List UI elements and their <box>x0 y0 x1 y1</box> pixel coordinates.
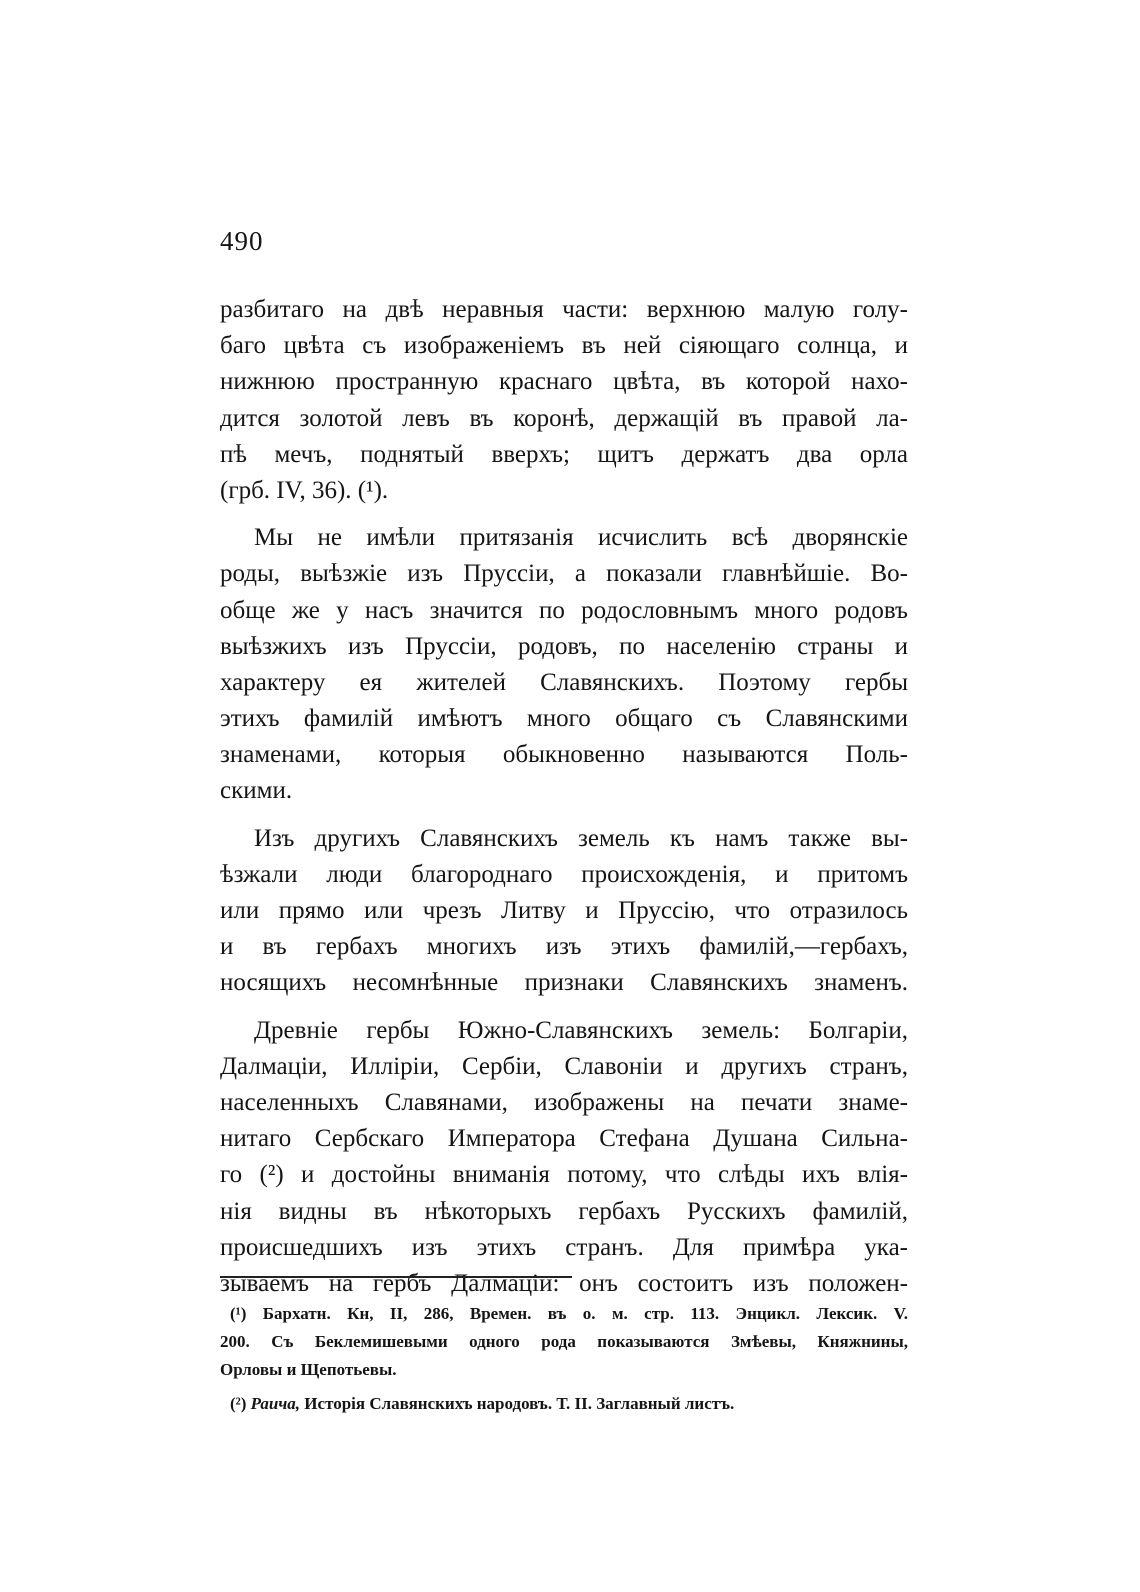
text-line: населенныхъ Славянами, изображены на печати знаме- <box>220 1088 908 1116</box>
text-line: нижнюю пространную краснаго цвѣта, въ которой нахо- <box>220 368 908 396</box>
text-line: нія видны въ нѣкоторыхъ гербахъ Русскихъ фамилій, <box>220 1197 908 1225</box>
text-line: происшедшихъ изъ этихъ странъ. Для примѣра ука- <box>220 1233 908 1261</box>
text-line: го (²) и достойны вниманія потому, что слѣды ихъ влія- <box>220 1161 908 1189</box>
text-line: этихъ фамилій имѣютъ много общаго съ Славянскими <box>220 705 908 733</box>
paragraph-2 <box>220 520 908 810</box>
paragraph-1 <box>220 292 908 509</box>
text-line: Изъ другихъ Славянскихъ земель къ намъ также вы- <box>254 824 908 852</box>
text-line: пѣ мечъ, поднятый вверхъ; щитъ держатъ два орла <box>220 440 908 468</box>
text-line: Мы не имѣли притязанія исчислить всѣ дворянскіе <box>254 524 908 552</box>
text-line: нитаго Сербскаго Императора Стефана Душана Сильна- <box>220 1125 908 1153</box>
text-line: (грб. IV, 36). (¹). <box>220 476 389 504</box>
text-line: скими. <box>220 777 293 805</box>
text-line: характеру ея жителей Славянскихъ. Поэтому гербы <box>220 668 908 696</box>
text-line: или прямо или чрезъ Литву и Пруссію, что отразилось <box>220 897 908 924</box>
footnote-line: (¹) Бархатн. Кн, II, 286, Времен. въ о. м. стр. 113. Энцикл. Лексик. V. <box>230 1304 908 1323</box>
paragraph-4 <box>220 1013 908 1303</box>
text-line: разбитаго на двѣ неравныя части: верхнюю малую голу- <box>220 296 908 323</box>
footnote-2 <box>220 1390 908 1418</box>
text-line: выѣзжихъ изъ Пруссіи, родовъ, по населенію страны и <box>220 632 908 660</box>
text-line: роды, выѣзжіе изъ Пруссіи, а показали главнѣйшіе. Во- <box>220 560 908 588</box>
text-line: знаменами, которыя обыкновенно называются Поль- <box>220 741 908 769</box>
text-line: Далмаціи, Илліріи, Сербіи, Славоніи и другихъ странъ, <box>220 1052 908 1080</box>
body-text <box>220 292 908 1302</box>
text-line: Древніе гербы Южно-Славянскихъ земель: Болгаріи, <box>254 1016 908 1044</box>
footnote-author: Раича, <box>250 1394 301 1413</box>
text-line: носящихъ несомнѣнные признаки Славянскихъ знаменъ. <box>220 969 908 997</box>
text-line: баго цвѣта съ изображеніемъ въ ней сіяющаго солнца, и <box>220 332 908 360</box>
footnote-mark: (²) <box>230 1394 247 1413</box>
text-line: ѣзжали люди благороднаго происхожденія, и притомъ <box>220 860 908 888</box>
footnote-text: Исторія Славянскихъ народовъ. Т. II. Заглавный листъ. <box>304 1394 735 1413</box>
footnote-line: 200. Съ Беклемишевыми одного рода показываются Змѣевы, Княжнины, <box>220 1332 908 1351</box>
page-number: 490 <box>220 226 264 256</box>
footnote-rule <box>220 1276 572 1278</box>
paragraph-3 <box>220 821 908 1002</box>
text-line: обще же у насъ значится по родословнымъ много родовъ <box>220 596 908 624</box>
text-line: и въ гербахъ многихъ изъ этихъ фамилій,—гербахъ, <box>220 933 908 961</box>
footnotes <box>220 1300 908 1418</box>
footnote-1 <box>220 1300 908 1384</box>
text-line: зываемъ на гербъ Далмаціи: онъ состоитъ изъ положен- <box>220 1269 908 1297</box>
footnote-line: Орловы и Щепотьевы. <box>220 1360 397 1379</box>
text-line: дится золотой левъ въ коронѣ, держащій въ правой ла- <box>220 404 908 432</box>
